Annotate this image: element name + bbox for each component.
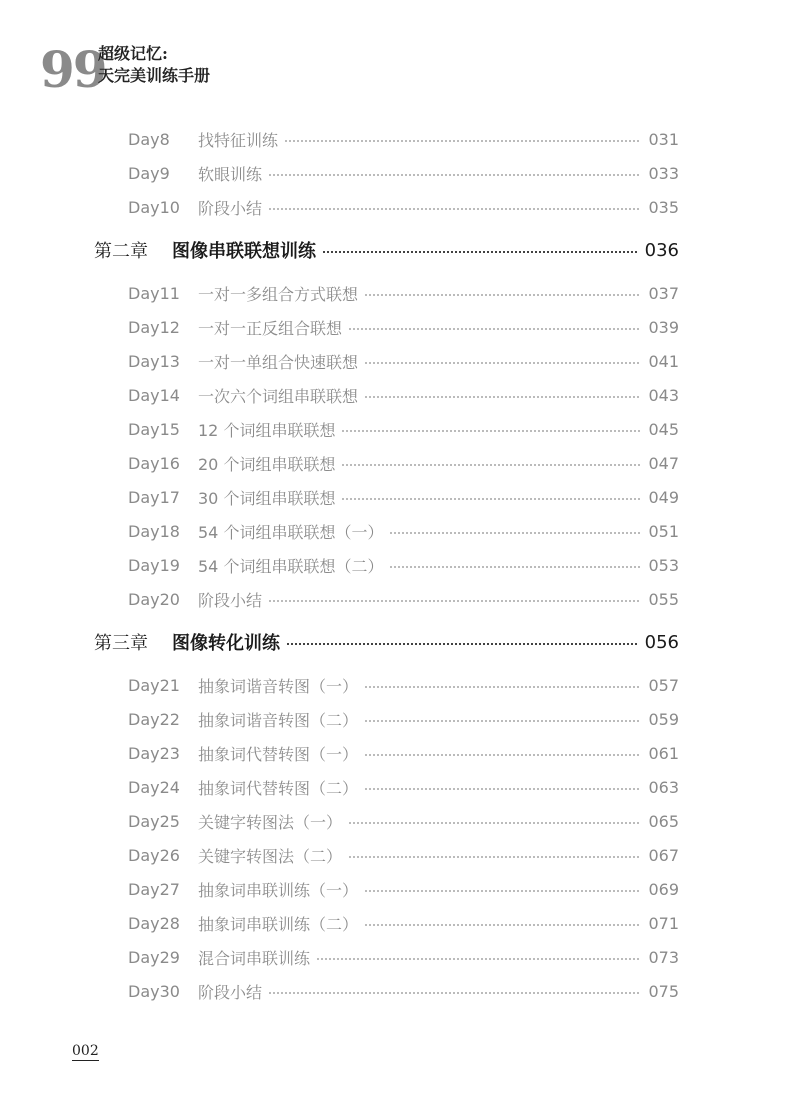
day-label: Day29 xyxy=(128,947,180,967)
day-label: Day30 xyxy=(128,981,180,1001)
day-label: Day17 xyxy=(128,487,180,507)
toc-day-row[interactable] xyxy=(128,707,679,731)
entry-title: 抽象词谐音转图（二） xyxy=(198,710,359,730)
entry-page-number: 069 xyxy=(648,879,679,899)
dot-leader xyxy=(268,208,641,210)
entry-page-number: 056 xyxy=(644,631,679,653)
dot-leader xyxy=(268,600,641,602)
toc-day-row[interactable] xyxy=(128,979,679,1003)
dot-leader xyxy=(364,396,641,398)
entry-page-number: 055 xyxy=(648,589,679,609)
day-label: Day26 xyxy=(128,845,180,865)
entry-title: 关键字转图法（一） xyxy=(198,812,343,832)
entry-page-number: 057 xyxy=(648,675,679,695)
entry-title: 一对一正反组合联想 xyxy=(198,318,343,338)
entry-title: 抽象词串联训练（二） xyxy=(198,914,359,934)
toc-chapter-row[interactable] xyxy=(94,629,679,655)
dot-leader xyxy=(284,140,641,142)
entry-page-number: 049 xyxy=(648,487,679,507)
series-number: 99 xyxy=(40,40,106,99)
day-label: Day15 xyxy=(128,419,180,439)
toc-day-row[interactable] xyxy=(128,281,679,305)
entry-title: 关键字转图法（二） xyxy=(198,846,343,866)
day-label: Day12 xyxy=(128,317,180,337)
entry-page-number: 063 xyxy=(648,777,679,797)
toc-chapter-row[interactable] xyxy=(94,237,679,263)
entry-title: 一对一多组合方式联想 xyxy=(198,284,359,304)
dot-leader xyxy=(316,958,641,960)
toc-day-row[interactable] xyxy=(128,809,679,833)
toc-day-row[interactable] xyxy=(128,315,679,339)
entry-page-number: 071 xyxy=(648,913,679,933)
day-label: Day25 xyxy=(128,811,180,831)
dot-leader xyxy=(364,788,641,790)
dot-leader xyxy=(268,174,641,176)
entry-page-number: 039 xyxy=(648,317,679,337)
entry-page-number: 061 xyxy=(648,743,679,763)
entry-page-number: 067 xyxy=(648,845,679,865)
toc-day-row[interactable] xyxy=(128,161,679,185)
dot-leader xyxy=(364,890,641,892)
entry-page-number: 031 xyxy=(648,129,679,149)
day-label: Day11 xyxy=(128,283,180,303)
entry-page-number: 035 xyxy=(648,197,679,217)
dot-leader xyxy=(364,754,641,756)
entry-title: 一对一单组合快速联想 xyxy=(198,352,359,372)
chapter-label: 第三章 xyxy=(94,633,148,654)
entry-title: 抽象词串联训练（一） xyxy=(198,880,359,900)
dot-leader xyxy=(322,251,639,253)
page-number: 002 xyxy=(72,1043,99,1059)
toc-day-row[interactable] xyxy=(128,945,679,969)
dot-leader xyxy=(348,328,641,330)
toc-day-row[interactable] xyxy=(128,195,679,219)
entry-page-number: 047 xyxy=(648,453,679,473)
entry-page-number: 033 xyxy=(648,163,679,183)
book-title-line1: 超级记忆: xyxy=(98,44,168,63)
day-label: Day18 xyxy=(128,521,180,541)
entry-page-number: 053 xyxy=(648,555,679,575)
toc-day-row[interactable] xyxy=(128,673,679,697)
entry-title: 抽象词谐音转图（一） xyxy=(198,676,359,696)
entry-title: 阶段小结 xyxy=(198,982,263,1002)
toc-day-row[interactable] xyxy=(128,877,679,901)
toc-day-row[interactable] xyxy=(128,451,679,475)
dot-leader xyxy=(286,643,639,645)
entry-title: 12 个词组串联联想 xyxy=(198,420,336,440)
dot-leader xyxy=(341,430,641,432)
dot-leader xyxy=(364,686,641,688)
dot-leader xyxy=(364,294,641,296)
entry-title: 抽象词代替转图（二） xyxy=(198,778,359,798)
dot-leader xyxy=(348,822,641,824)
day-label: Day20 xyxy=(128,589,180,609)
entry-title: 20 个词组串联联想 xyxy=(198,454,336,474)
entry-title: 抽象词代替转图（一） xyxy=(198,744,359,764)
toc-day-row[interactable] xyxy=(128,349,679,373)
entry-page-number: 059 xyxy=(648,709,679,729)
day-label: Day28 xyxy=(128,913,180,933)
day-label: Day9 xyxy=(128,163,170,183)
day-label: Day16 xyxy=(128,453,180,473)
entry-title: 一次六个词组串联联想 xyxy=(198,386,359,406)
day-label: Day23 xyxy=(128,743,180,763)
dot-leader xyxy=(348,856,641,858)
dot-leader xyxy=(364,924,641,926)
entry-page-number: 043 xyxy=(648,385,679,405)
entry-page-number: 051 xyxy=(648,521,679,541)
entry-page-number: 065 xyxy=(648,811,679,831)
day-label: Day21 xyxy=(128,675,180,695)
day-label: Day8 xyxy=(128,129,170,149)
running-header xyxy=(40,40,340,100)
entry-page-number: 075 xyxy=(648,981,679,1001)
toc-day-row[interactable] xyxy=(128,553,679,577)
entry-title: 图像串联联想训练 xyxy=(172,241,316,262)
toc-day-row[interactable] xyxy=(128,741,679,765)
dot-leader xyxy=(341,464,641,466)
toc-day-row[interactable] xyxy=(128,417,679,441)
toc-day-row[interactable] xyxy=(128,519,679,543)
entry-title: 阶段小结 xyxy=(198,590,263,610)
chapter-label: 第二章 xyxy=(94,241,148,262)
toc-day-row[interactable] xyxy=(128,485,679,509)
entry-page-number: 037 xyxy=(648,283,679,303)
dot-leader xyxy=(389,566,641,568)
entry-page-number: 045 xyxy=(648,419,679,439)
toc-day-row[interactable] xyxy=(128,383,679,407)
dot-leader xyxy=(389,532,641,534)
dot-leader xyxy=(364,362,641,364)
entry-title: 图像转化训练 xyxy=(172,633,280,654)
day-label: Day27 xyxy=(128,879,180,899)
toc-day-row[interactable] xyxy=(128,587,679,611)
day-label: Day10 xyxy=(128,197,180,217)
dot-leader xyxy=(341,498,641,500)
day-label: Day22 xyxy=(128,709,180,729)
entry-title: 54 个词组串联联想（二） xyxy=(198,556,384,576)
entry-page-number: 041 xyxy=(648,351,679,371)
dot-leader xyxy=(268,992,641,994)
toc-day-row[interactable] xyxy=(128,127,679,151)
day-label: Day19 xyxy=(128,555,180,575)
entry-title: 30 个词组串联联想 xyxy=(198,488,336,508)
entry-title: 软眼训练 xyxy=(198,164,263,184)
entry-page-number: 036 xyxy=(644,239,679,261)
entry-title: 混合词串联训练 xyxy=(198,948,311,968)
day-label: Day14 xyxy=(128,385,180,405)
day-label: Day13 xyxy=(128,351,180,371)
entry-page-number: 073 xyxy=(648,947,679,967)
book-title-line2: 天完美训练手册 xyxy=(98,66,211,85)
toc-day-row[interactable] xyxy=(128,843,679,867)
day-label: Day24 xyxy=(128,777,180,797)
toc-day-row[interactable] xyxy=(128,911,679,935)
entry-title: 54 个词组串联联想（一） xyxy=(198,522,384,542)
toc-day-row[interactable] xyxy=(128,775,679,799)
entry-title: 找特征训练 xyxy=(198,130,279,150)
entry-title: 阶段小结 xyxy=(198,198,263,218)
dot-leader xyxy=(364,720,641,722)
